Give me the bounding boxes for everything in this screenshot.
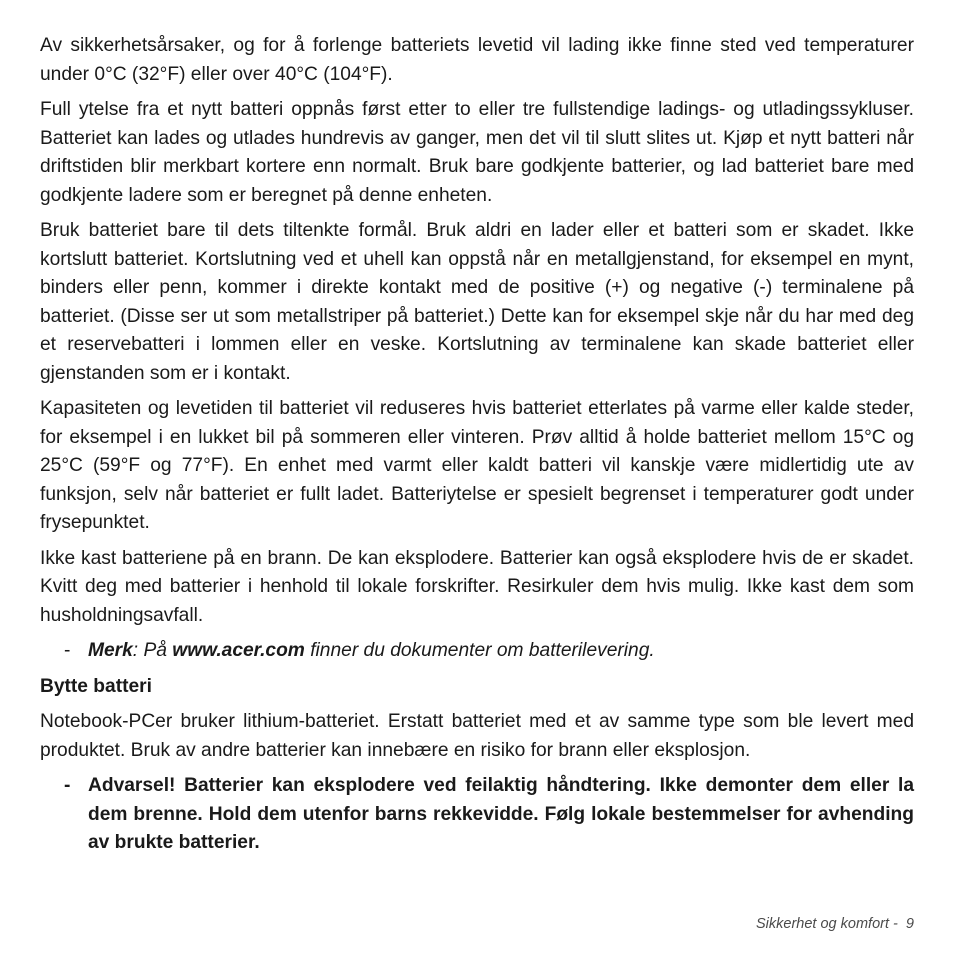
- document-page: [40, 32, 914, 858]
- section-heading: Bytte batteri: [40, 675, 152, 697]
- paragraph-charging-temperature: Av sikkerhetsårsaker, og for å forlenge batteriets levetid vil lading ikke finne sted ved temperaturer under 0°C (32°F) eller over 40°C (104°F).: [40, 35, 914, 85]
- paragraph-capacity: Kapasiteten og levetiden til batteriet vil reduseres hvis batteriet etterlates på varme eller kalde steder, for eksempel i en lukket bil på sommeren eller vinteren. Prøv alltid å holde batteriet mellom 15°C og 25°C (59°F og 77°F). En enhet med varmt eller kaldt batteri vil kanskje være midlertidig ute av funksjon, selv når batteriet er fullt ladet. Batteriytelse er spesielt begrenset i temperaturer godt under frysepunktet.: [40, 398, 914, 533]
- note-text-after: finner du dokumenter om batterilevering.: [304, 640, 655, 661]
- footer-section: Sikkerhet og komfort: [756, 916, 889, 932]
- paragraph-disposal: Ikke kast batteriene på en brann. De kan eksplodere. Batterier kan også eksplodere hvis de er skadet. Kvitt deg med batterier i henhold til lokale forskrifter. Resirkuler dem hvis mulig. Ikke kast dem som husholdningsavfall.: [40, 547, 914, 626]
- note-item: [40, 637, 914, 666]
- paragraph-short-circuit: Bruk batteriet bare til dets tiltenkte formål. Bruk aldri en lader eller et batteri som er skadet. Ikke kortslutt batteriet. Kortslutning ved et uhell kan oppstå når en metallgjenstand, for eksempel en mynt, binders eller penn, kommer i direkte kontakt med de positive (+) og negative (-) terminalene på batteriet. (Disse ser ut som metallstriper på batteriet.) Dette kan for eksempel skje når du har med deg et reservebatteri i lommen eller en veske. Kortslutning av terminalene kan skade batteriet eller gjenstanden som er i kontakt.: [40, 220, 914, 384]
- footer-separator: -: [889, 916, 906, 932]
- note-label: Merk: [88, 640, 133, 661]
- paragraph-full-performance: Full ytelse fra et nytt batteri oppnås først etter to eller tre fullstendige ladings- og utladingssykluser. Batteriet kan lades og utlades hundrevis av ganger, men det vil til slutt slites ut. Kjøp et nytt batteri når driftstiden blir merkbart kortere enn normalt. Bruk bare godkjente batterier, og lad batteriet bare med godkjente ladere som er beregnet på denne enheten.: [40, 99, 914, 206]
- paragraph-replace-battery: Notebook-PCer bruker lithium-batteriet. Erstatt batteriet med et av samme type som ble levert med produktet. Bruk av andre batterier kan innebære en risiko for brann eller eksplosjon.: [40, 711, 914, 761]
- page-footer: [756, 916, 914, 932]
- note-text-before: : På: [132, 640, 173, 661]
- note-link[interactable]: www.acer.com: [172, 640, 305, 661]
- warning-dash: -: [64, 775, 71, 796]
- warning-item: [40, 772, 914, 858]
- warning-text: Advarsel! Batterier kan eksplodere ved feilaktig håndtering. Ikke demonter dem eller la dem brenne. Hold dem utenfor barns rekkevidde. Følg lokale bestemmelser for avhending av brukte batterier.: [88, 775, 914, 853]
- note-dash: -: [64, 640, 71, 661]
- footer-page-number: 9: [905, 916, 914, 932]
